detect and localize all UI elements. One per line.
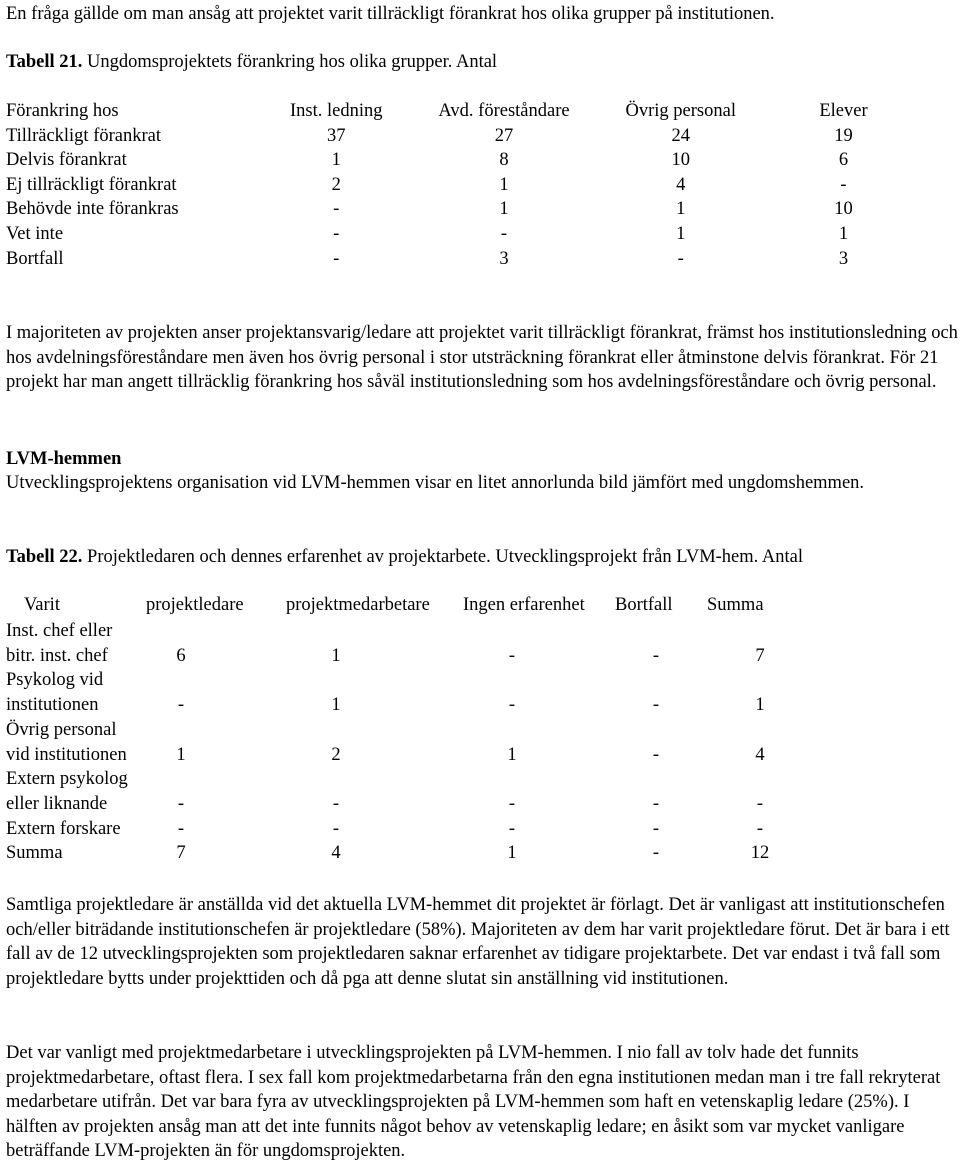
table22-header-cell: Bortfall xyxy=(615,595,673,615)
table-cell: - xyxy=(333,223,340,244)
table-cell: - xyxy=(652,843,660,864)
table-cell: 10 xyxy=(671,150,690,171)
table21-header-cell: Avd. föreståndare xyxy=(438,101,570,121)
table21 xyxy=(6,99,951,271)
table-cell: - xyxy=(652,793,660,814)
table-cell: 10 xyxy=(834,199,853,220)
row-label: Extern psykolog xyxy=(6,769,128,790)
paragraph-project-staff: Det var vanligt med projektmedarbetare i utvecklingsprojekten på LVM-hemmen. I nio fall av tolv hade det funnits projektmedarbetare, oftast flera. I sex fall kom projektmedarbetarna från den egna institutionen medan man i tre fall rekryterat medarbetare utifrån. Det var bara fyra av utvecklingsprojekten på LVM-hemmen som haft en vetenskaplig ledare (25%). I hälften av projekten ansåg man att det inte funnits något behov av vetenskaplig ledare; en åsikt som var mycket vanligare beträffande LVM-projekten än för ungdomsprojekten. xyxy=(6,1043,941,1161)
row-label: Psykolog vid xyxy=(6,670,104,691)
table-cell: 4 xyxy=(331,843,341,864)
table-cell: - xyxy=(177,793,185,814)
table-cell: - xyxy=(333,199,340,220)
table22-header-cell: Summa xyxy=(707,595,764,615)
table22-label: Tabell 22. xyxy=(6,547,83,567)
table21-caption xyxy=(6,50,497,75)
row-label: Ej tillräckligt förankrat xyxy=(6,174,177,195)
table-cell: - xyxy=(177,695,185,716)
row-label: institutionen xyxy=(6,695,99,716)
table-cell: 1 xyxy=(331,150,341,171)
table-cell: 6 xyxy=(176,645,186,666)
table-row xyxy=(6,817,776,842)
row-label: bitr. inst. chef xyxy=(6,645,108,666)
table-cell: - xyxy=(677,248,684,269)
table22-header-cell: projektledare xyxy=(146,595,244,615)
table-cell: 3 xyxy=(838,248,849,269)
intro-text: En fråga gällde om man ansåg att projektet varit tillräckligt förankrat hos olika grupper på institutionen. xyxy=(6,4,775,24)
table-row xyxy=(6,197,951,222)
row-label: Vet inte xyxy=(6,223,64,244)
paragraph-project-leaders: Samtliga projektledare är anställda vid det aktuella LVM-hemmet dit projektet är förlagt. Det är vanligast att institutionschefen och/eller biträdande institutionschefen är projektledare (58%). Majoriteten av dem har varit projektledare förut. Det är bara i ett fall av de 12 utvecklingsprojekten som projektledaren saknar erfarenhet av tidigare projektarbete. Det var endast i två fall som projektledare bytts under projekttiden och då pga att denne slutat sin anställning vid institutionen. xyxy=(6,895,950,989)
table-row xyxy=(6,148,951,173)
table-cell: 1 xyxy=(176,744,186,765)
table21-header-row xyxy=(6,99,951,124)
table-cell: 1 xyxy=(676,199,686,220)
table-row xyxy=(6,767,776,792)
row-label: Delvis förankrat xyxy=(6,150,127,171)
table-cell: - xyxy=(652,744,660,765)
table-cell: 2 xyxy=(331,744,341,765)
table-cell: - xyxy=(508,695,516,716)
table-cell: - xyxy=(508,818,516,839)
table-cell: 12 xyxy=(750,843,770,864)
table-cell: - xyxy=(756,818,764,839)
table-row xyxy=(6,247,951,272)
table-cell: - xyxy=(500,223,508,244)
row-label: Inst. chef eller xyxy=(6,621,113,641)
table-cell: - xyxy=(756,793,764,814)
table-row xyxy=(6,668,776,693)
table-cell: - xyxy=(332,793,340,814)
table-cell: - xyxy=(652,645,660,666)
table21-header-cell: Inst. ledning xyxy=(290,101,383,121)
table-cell: 37 xyxy=(327,125,346,146)
table22 xyxy=(6,619,776,866)
table22-header-cell: Ingen erfarenhet xyxy=(463,595,585,615)
table-cell: - xyxy=(333,248,340,269)
table-cell: 1 xyxy=(507,843,517,864)
table22-header-cell: projektmedarbetare xyxy=(286,595,430,615)
table-row xyxy=(6,619,776,644)
table21-label: Tabell 21. xyxy=(6,52,83,72)
table-cell: 1 xyxy=(838,223,849,244)
table-cell: 7 xyxy=(755,645,765,666)
table21-header-cell: Förankring hos xyxy=(6,101,119,121)
row-label: vid institutionen xyxy=(6,744,127,765)
table-cell: 1 xyxy=(499,199,509,220)
table-cell: 4 xyxy=(676,174,686,195)
table21-header-cell: Elever xyxy=(819,101,868,121)
section-heading: LVM-hemmen xyxy=(6,449,122,469)
table-cell: 8 xyxy=(499,150,509,171)
table-row xyxy=(6,841,776,866)
table-cell: 7 xyxy=(176,843,186,864)
table-cell: - xyxy=(177,818,185,839)
table-row xyxy=(6,124,951,149)
table-cell: 19 xyxy=(834,125,853,146)
table-cell: - xyxy=(840,174,847,195)
table-cell: 4 xyxy=(755,744,765,765)
paragraph-organisation: Utvecklingsprojektens organisation vid LVM-hemmen visar en litet annorlunda bild jämfört med ungdomshemmen. xyxy=(6,473,865,493)
table-cell: 27 xyxy=(494,125,514,146)
row-label: Tillräckligt förankrat xyxy=(6,125,161,146)
row-label: Övrig personal xyxy=(6,719,117,740)
table22-caption xyxy=(6,545,803,570)
table22-title: Projektledaren och dennes erfarenhet av projektarbete. Utvecklingsprojekt från LVM-hem. Antal xyxy=(82,547,803,567)
row-label: Behövde inte förankras xyxy=(6,199,179,220)
table-cell: 6 xyxy=(838,150,849,171)
paragraph-anchoring: I majoriteten av projekten anser projektansvarig/ledare att projektet varit tillräckligt förankrat, främst hos institutionsledning och hos avdelningsföreståndare men även hos övrig personal i stor utsträckning förankrat eller åtminstone delvis förankrat. För 21 projekt har man angett tillräcklig förankring hos såväl institutionsledning som hos avdelningsföreståndare och övrig personal. xyxy=(6,323,958,392)
table-cell: 2 xyxy=(331,174,341,195)
row-label: Bortfall xyxy=(6,248,64,269)
table-row xyxy=(6,792,776,817)
row-label: Extern forskare xyxy=(6,818,121,839)
table-row xyxy=(6,173,951,198)
table-cell: - xyxy=(332,818,340,839)
table-cell: 1 xyxy=(331,645,341,666)
table-cell: 1 xyxy=(331,695,341,716)
table-cell: - xyxy=(652,695,660,716)
table-row xyxy=(6,743,776,768)
table-cell: - xyxy=(508,793,516,814)
table-cell: 1 xyxy=(499,174,509,195)
row-label: eller liknande xyxy=(6,793,108,814)
table-row xyxy=(6,644,776,669)
table-row xyxy=(6,718,776,743)
table-row xyxy=(6,693,776,718)
table-cell: 24 xyxy=(671,125,690,146)
table21-title: Ungdomsprojektets förankring hos olika grupper. Antal xyxy=(82,52,498,72)
table-cell: - xyxy=(652,818,660,839)
table-cell: 1 xyxy=(507,744,517,765)
table-cell: 1 xyxy=(755,695,765,716)
table22-header-cell: Varit xyxy=(24,595,60,615)
table-cell: 1 xyxy=(676,223,686,244)
row-label: Summa xyxy=(6,843,63,864)
table-cell: - xyxy=(508,645,516,666)
table-row xyxy=(6,222,951,247)
table-cell: 3 xyxy=(499,248,509,269)
table21-header-cell: Övrig personal xyxy=(625,101,736,121)
